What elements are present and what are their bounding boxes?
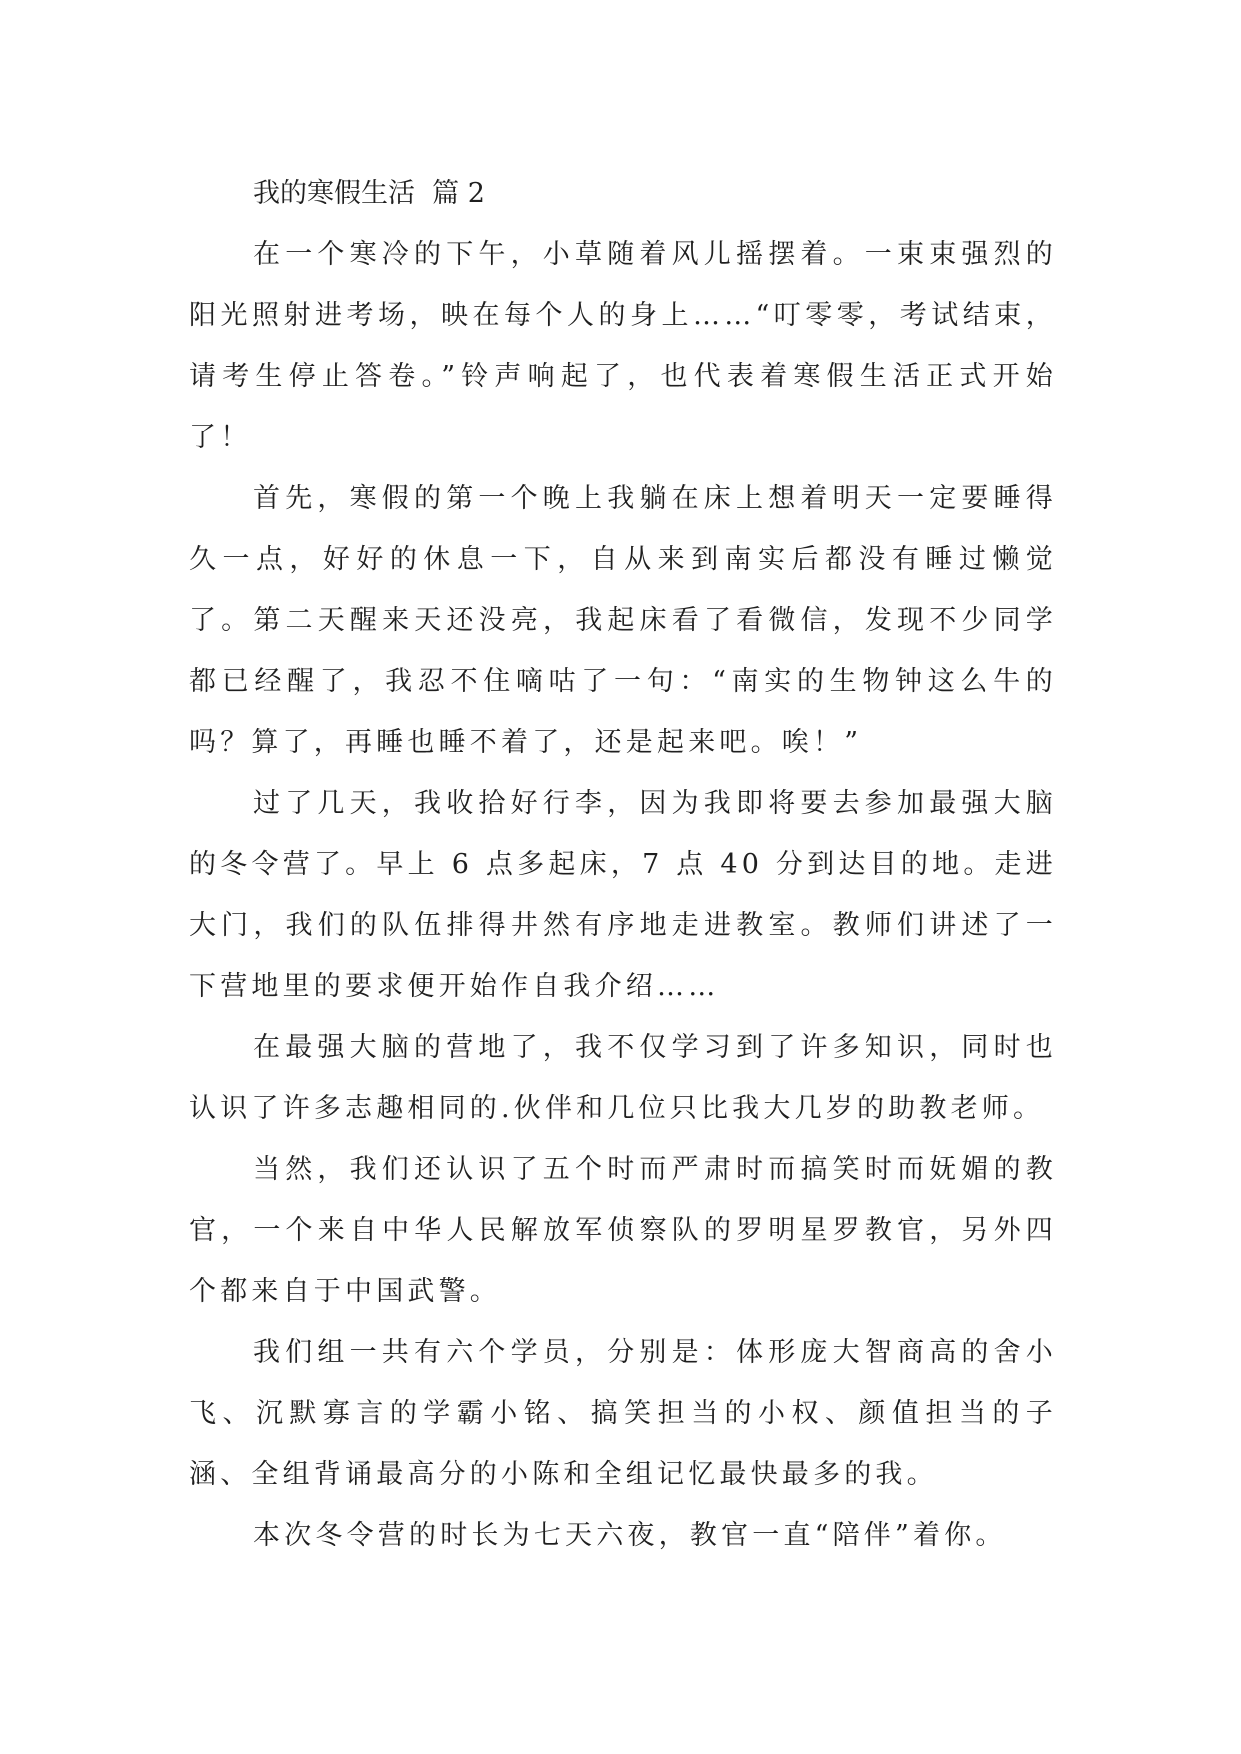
- paragraph-3: 过了几天，我收拾好行李，因为我即将要去参加最强大脑的冬令营了。早上 6 点多起床，7 点 40 分到达目的地。走进大门，我们的队伍排得井然有序地走进教室。教师们讲述了一下营地里的要求便开始作自我介绍……: [189, 788, 1057, 1002]
- paragraph-2: 首先，寒假的第一个晚上我躺在床上想着明天一定要睡得久一点，好好的休息一下，自从来到南实后都没有睡过懒觉了。第二天醒来天还没亮，我起床看了看微信，发现不少同学都已经醒了，我忍不住嘀咕了一句：“南实的生物钟这么牛的吗？算了，再睡也睡不着了，还是起来吧。唉！”: [189, 483, 1057, 758]
- paragraph-4: 在最强大脑的营地了，我不仅学习到了许多知识，同时也认识了许多志趣相同的.伙伴和几位只比我大几岁的助教老师。: [189, 1032, 1057, 1124]
- article-title: 我的寒假生活 篇 2: [253, 178, 485, 209]
- paragraph-1: 在一个寒冷的下午，小草随着风儿摇摆着。一束束强烈的阳光照射进考场，映在每个人的身上……“叮零零，考试结束，请考生停止答卷。”铃声响起了，也代表着寒假生活正式开始了！: [189, 239, 1057, 453]
- paragraph-6: 我们组一共有六个学员，分别是：体形庞大智商高的舍小飞、沉默寡言的学霸小铭、搞笑担当的小权、颜值担当的子涵、全组背诵最高分的小陈和全组记忆最快最多的我。: [189, 1337, 1057, 1490]
- article-body: [189, 163, 1057, 1566]
- paragraph-5: 当然，我们还认识了五个时而严肃时而搞笑时而妩媚的教官，一个来自中华人民解放军侦察队的罗明星罗教官，另外四个都来自于中国武警。: [189, 1154, 1057, 1307]
- paragraph-7: 本次冬令营的时长为七天六夜，教官一直“陪伴”着你。: [253, 1520, 1007, 1551]
